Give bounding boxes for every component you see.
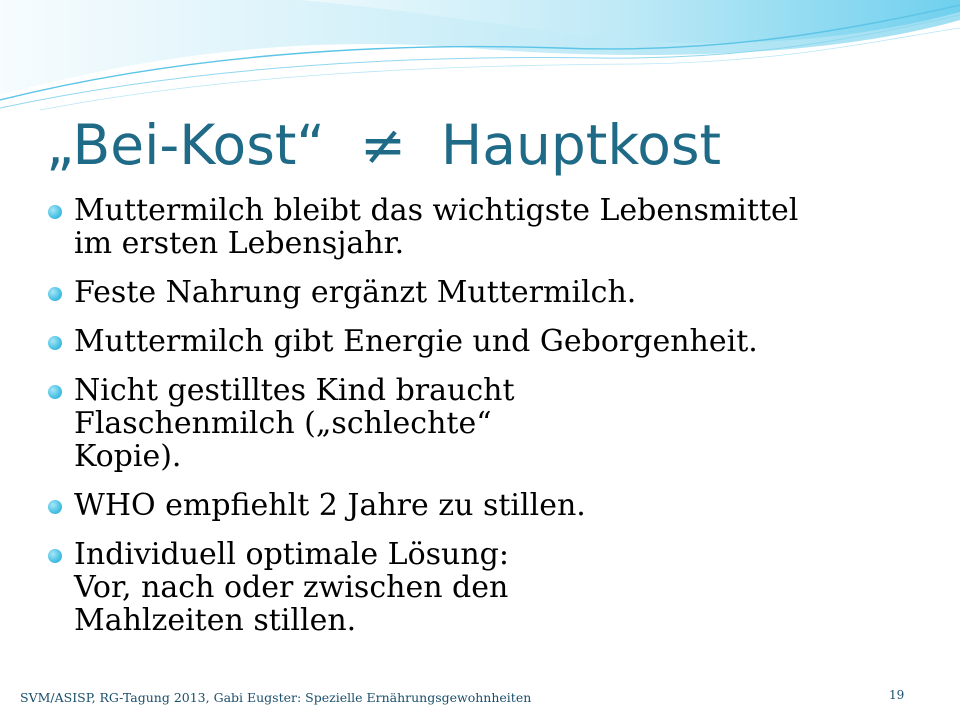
bullet-dot-icon bbox=[48, 336, 62, 350]
bullet-dot-icon bbox=[48, 500, 62, 514]
bullet-item bbox=[48, 489, 908, 522]
bullet-line: Muttermilch bleibt das wichtigste Lebensmittel bbox=[74, 193, 799, 228]
bullet-line: Individuell optimale Lösung: bbox=[74, 537, 509, 572]
bullet-dot-icon bbox=[48, 205, 62, 219]
bullet-dot-icon bbox=[48, 549, 62, 563]
wave-decoration bbox=[0, 0, 960, 130]
bullet-item bbox=[48, 194, 908, 260]
bullet-text bbox=[74, 194, 908, 260]
slide-title: „Bei-Kost“ ≠ Hauptkost bbox=[46, 113, 722, 177]
bullet-line: im ersten Lebensjahr. bbox=[74, 226, 405, 261]
bullet-line: WHO empfiehlt 2 Jahre zu stillen. bbox=[74, 488, 586, 523]
bullet-dot-icon bbox=[48, 287, 62, 301]
bullet-item bbox=[48, 538, 908, 637]
bullet-item bbox=[48, 276, 908, 309]
bullet-text bbox=[74, 374, 908, 473]
bullet-line: Kopie). bbox=[74, 439, 182, 474]
bullet-line: Mahlzeiten stillen. bbox=[74, 603, 357, 638]
bullet-text bbox=[74, 538, 908, 637]
bullet-list bbox=[48, 194, 908, 637]
bullet-text bbox=[74, 325, 908, 358]
bullet-dot-icon bbox=[48, 385, 62, 399]
bullet-line: Flaschenmilch („schlechte“ bbox=[74, 406, 492, 441]
bullet-text bbox=[74, 276, 908, 309]
bullet-text bbox=[74, 489, 908, 522]
page-number: 19 bbox=[889, 688, 905, 702]
bullet-item bbox=[48, 325, 908, 358]
bullet-item bbox=[48, 374, 908, 473]
bullet-line: Muttermilch gibt Energie und Geborgenheit. bbox=[74, 324, 758, 359]
bullet-line: Vor, nach oder zwischen den bbox=[74, 570, 509, 605]
bullet-line: Nicht gestilltes Kind braucht bbox=[74, 373, 515, 408]
footer-text: SVM/ASISP, RG-Tagung 2013, Gabi Eugster: Spezielle Ernährungsgewohnheiten bbox=[20, 690, 532, 705]
bullet-line: Feste Nahrung ergänzt Muttermilch. bbox=[74, 275, 637, 310]
